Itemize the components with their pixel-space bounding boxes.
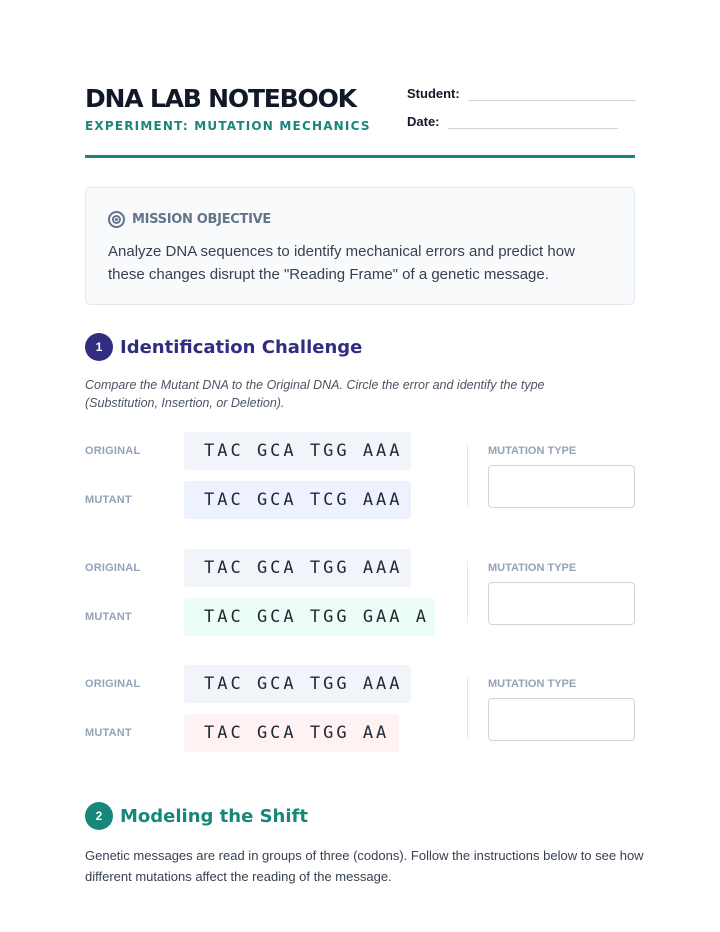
student-label: Student:: [407, 86, 460, 101]
section-number-badge: 2: [85, 802, 113, 830]
header-divider: [85, 155, 635, 158]
page-title: DNA LAB NOTEBOOK: [85, 84, 356, 113]
mission-text: Analyze DNA sequences to identify mechanical errors and predict how these changes disrupt the "Reading Frame" of a genetic message.: [108, 243, 575, 283]
challenge-row: [85, 432, 635, 532]
section-1-instructions: Compare the Mutant DNA to the Original DNA. Circle the error and identify the type (Substitution, Insertion, or Deletion).: [85, 378, 545, 410]
date-field: [407, 114, 618, 129]
mutation-type-label: MUTATION TYPE: [488, 678, 577, 690]
mutation-type-label: MUTATION TYPE: [488, 562, 577, 574]
column-divider: [467, 444, 468, 506]
original-sequence: TAC GCA TGG AAA: [184, 432, 411, 470]
page-subtitle: EXPERIMENT: MUTATION MECHANICS: [85, 119, 371, 133]
mutant-label: MUTANT: [85, 727, 132, 739]
section-2-text: Genetic messages are read in groups of three (codons). Follow the instructions below to see how different mutations affect the reading of the message.: [85, 848, 644, 884]
date-label: Date:: [407, 114, 440, 129]
mutant-sequence[interactable]: TAC GCA TCG AAA: [184, 481, 411, 519]
section-title: Identification Challenge: [120, 336, 363, 358]
section-1-heading: [85, 333, 362, 361]
section-number-badge: 1: [85, 333, 113, 361]
section-title: Modeling the Shift: [120, 805, 308, 827]
mutant-label: MUTANT: [85, 494, 132, 506]
date-input-line[interactable]: [448, 115, 618, 129]
mutation-type-answer-box[interactable]: [488, 582, 635, 625]
column-divider: [467, 561, 468, 623]
column-divider: [467, 677, 468, 739]
original-sequence: TAC GCA TGG AAA: [184, 665, 411, 703]
target-icon: [108, 211, 125, 228]
original-label: ORIGINAL: [85, 562, 141, 574]
mutant-sequence[interactable]: TAC GCA TGG GAA A: [184, 598, 435, 636]
mission-header: [108, 211, 271, 228]
mutation-type-answer-box[interactable]: [488, 698, 635, 741]
mutation-type-answer-box[interactable]: [488, 465, 635, 508]
mutant-label: MUTANT: [85, 611, 132, 623]
challenge-row: [85, 665, 635, 765]
original-sequence: TAC GCA TGG AAA: [184, 549, 411, 587]
header: [85, 84, 635, 158]
section-2-heading: [85, 802, 308, 830]
student-input-line[interactable]: [468, 87, 636, 101]
mutation-type-label: MUTATION TYPE: [488, 445, 577, 457]
mission-objective-card: [85, 187, 635, 305]
mission-title: MISSION OBJECTIVE: [132, 212, 271, 227]
mutant-sequence[interactable]: TAC GCA TGG AA: [184, 714, 399, 752]
original-label: ORIGINAL: [85, 678, 141, 690]
student-field: [407, 86, 636, 101]
original-label: ORIGINAL: [85, 445, 141, 457]
challenge-row: [85, 549, 635, 649]
